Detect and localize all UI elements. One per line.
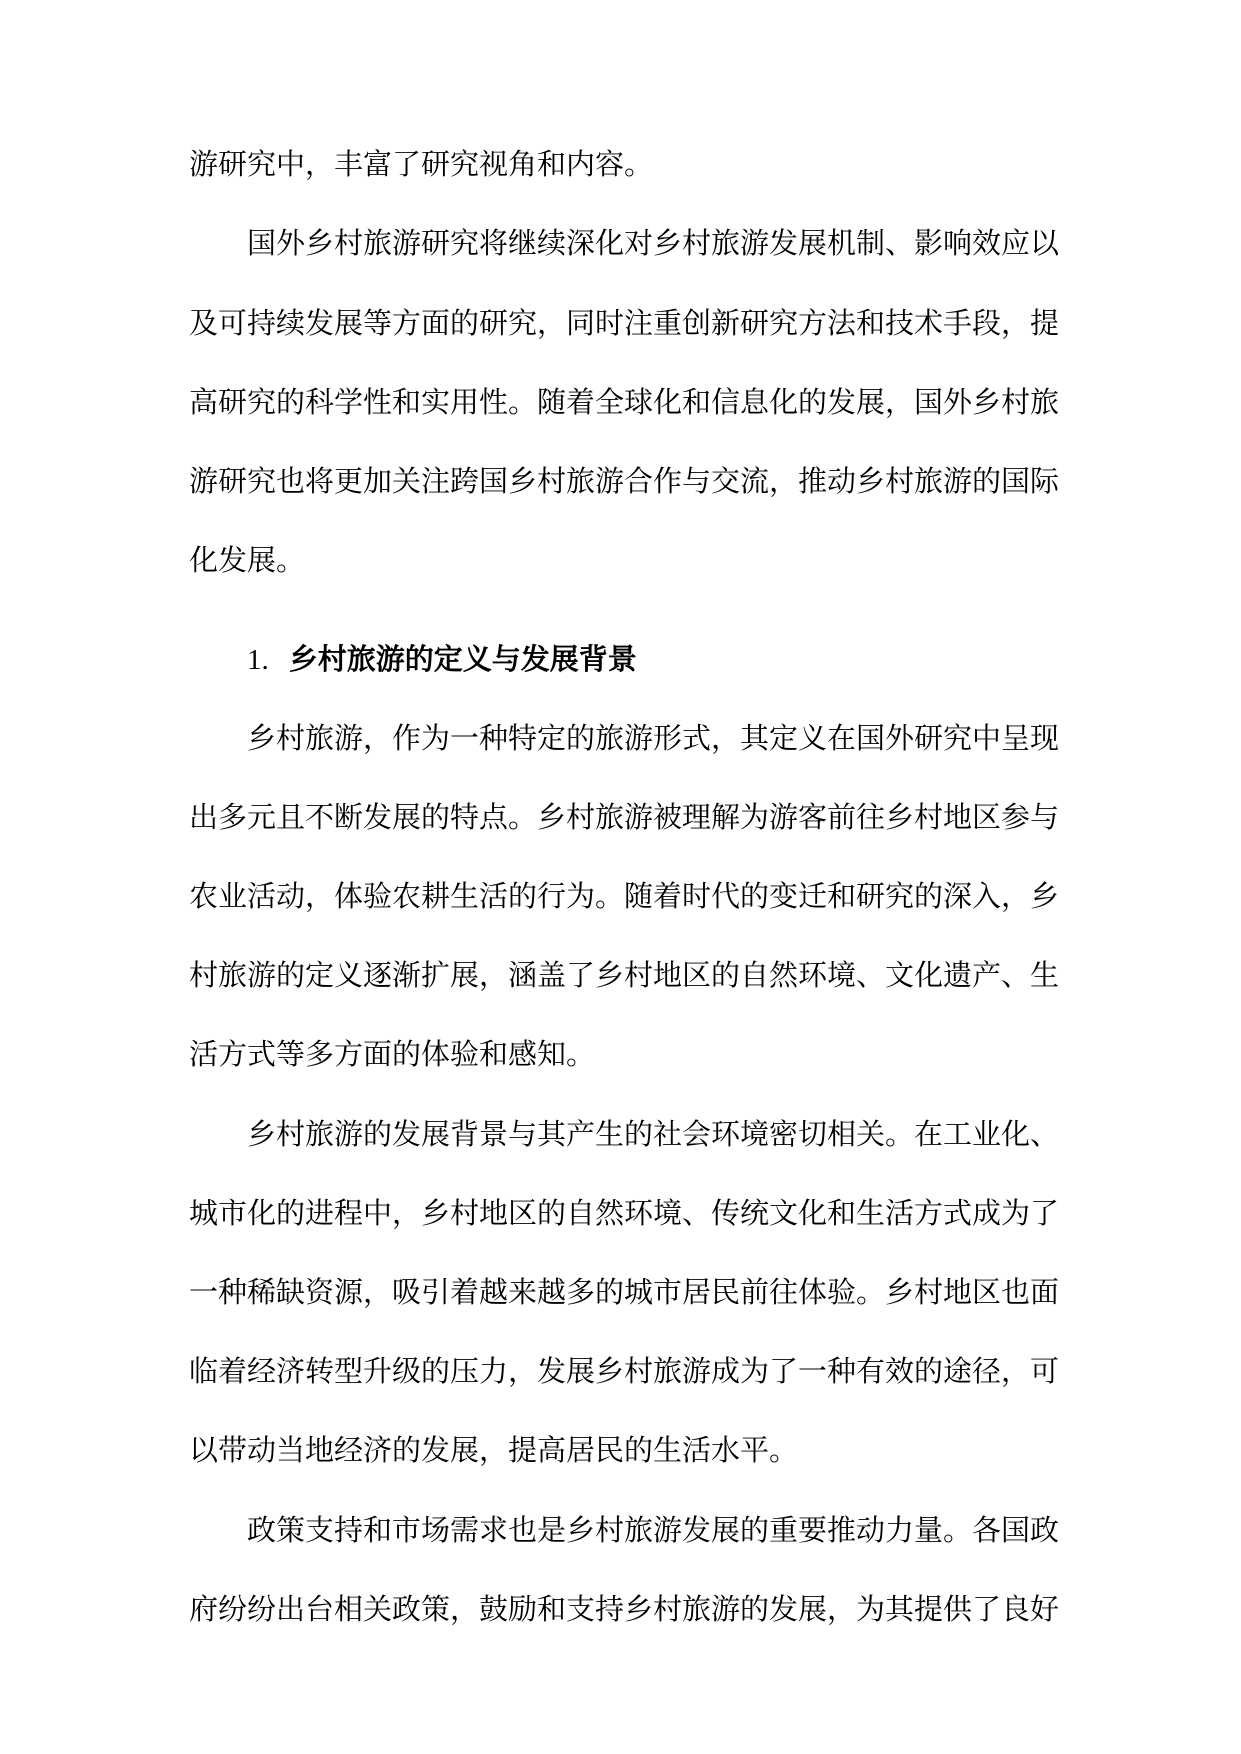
text-line: 游研究中，丰富了研究视角和内容。: [189, 147, 654, 181]
text-line: 临着经济转型升级的压力，发展乡村旅游成为了一种有效的途径，可: [189, 1354, 1060, 1388]
text-line: 一种稀缺资源，吸引着越来越多的城市居民前往体验。乡村地区也面: [189, 1275, 1060, 1309]
paragraph-first-line: 政策支持和市场需求也是乡村旅游发展的重要推动力量。各国政: [247, 1513, 1060, 1547]
heading-title: 乡村旅游的定义与发展背景: [288, 642, 637, 676]
text-line: 化发展。: [189, 543, 306, 577]
paragraph-first-line: 乡村旅游的发展背景与其产生的社会环境密切相关。在工业化、: [247, 1117, 1060, 1151]
text-line: 城市化的进程中，乡村地区的自然环境、传统文化和生活方式成为了: [189, 1196, 1060, 1230]
heading-number: 1.: [247, 644, 269, 676]
text-line: 府纷纷出台相关政策，鼓励和支持乡村旅游的发展，为其提供了良好: [189, 1592, 1060, 1626]
text-line: 村旅游的定义逐渐扩展，涵盖了乡村地区的自然环境、文化遗产、生: [189, 958, 1060, 992]
section-heading: [247, 639, 637, 679]
text-line: 活方式等多方面的体验和感知。: [189, 1037, 596, 1071]
paragraph-first-line: 乡村旅游，作为一种特定的旅游形式，其定义在国外研究中呈现: [247, 721, 1060, 755]
paragraph-first-line: 国外乡村旅游研究将继续深化对乡村旅游发展机制、影响效应以: [247, 226, 1060, 260]
text-line: 高研究的科学性和实用性。随着全球化和信息化的发展，国外乡村旅: [189, 385, 1060, 419]
text-line: 以带动当地经济的发展，提高居民的生活水平。: [189, 1433, 799, 1467]
text-line: 出多元且不断发展的特点。乡村旅游被理解为游客前往乡村地区参与: [189, 800, 1060, 834]
text-line: 游研究也将更加关注跨国乡村旅游合作与交流，推动乡村旅游的国际: [189, 464, 1060, 498]
text-line: 及可持续发展等方面的研究，同时注重创新研究方法和技术手段，提: [189, 306, 1060, 340]
text-line: 农业活动，体验农耕生活的行为。随着时代的变迁和研究的深入，乡: [189, 879, 1060, 913]
